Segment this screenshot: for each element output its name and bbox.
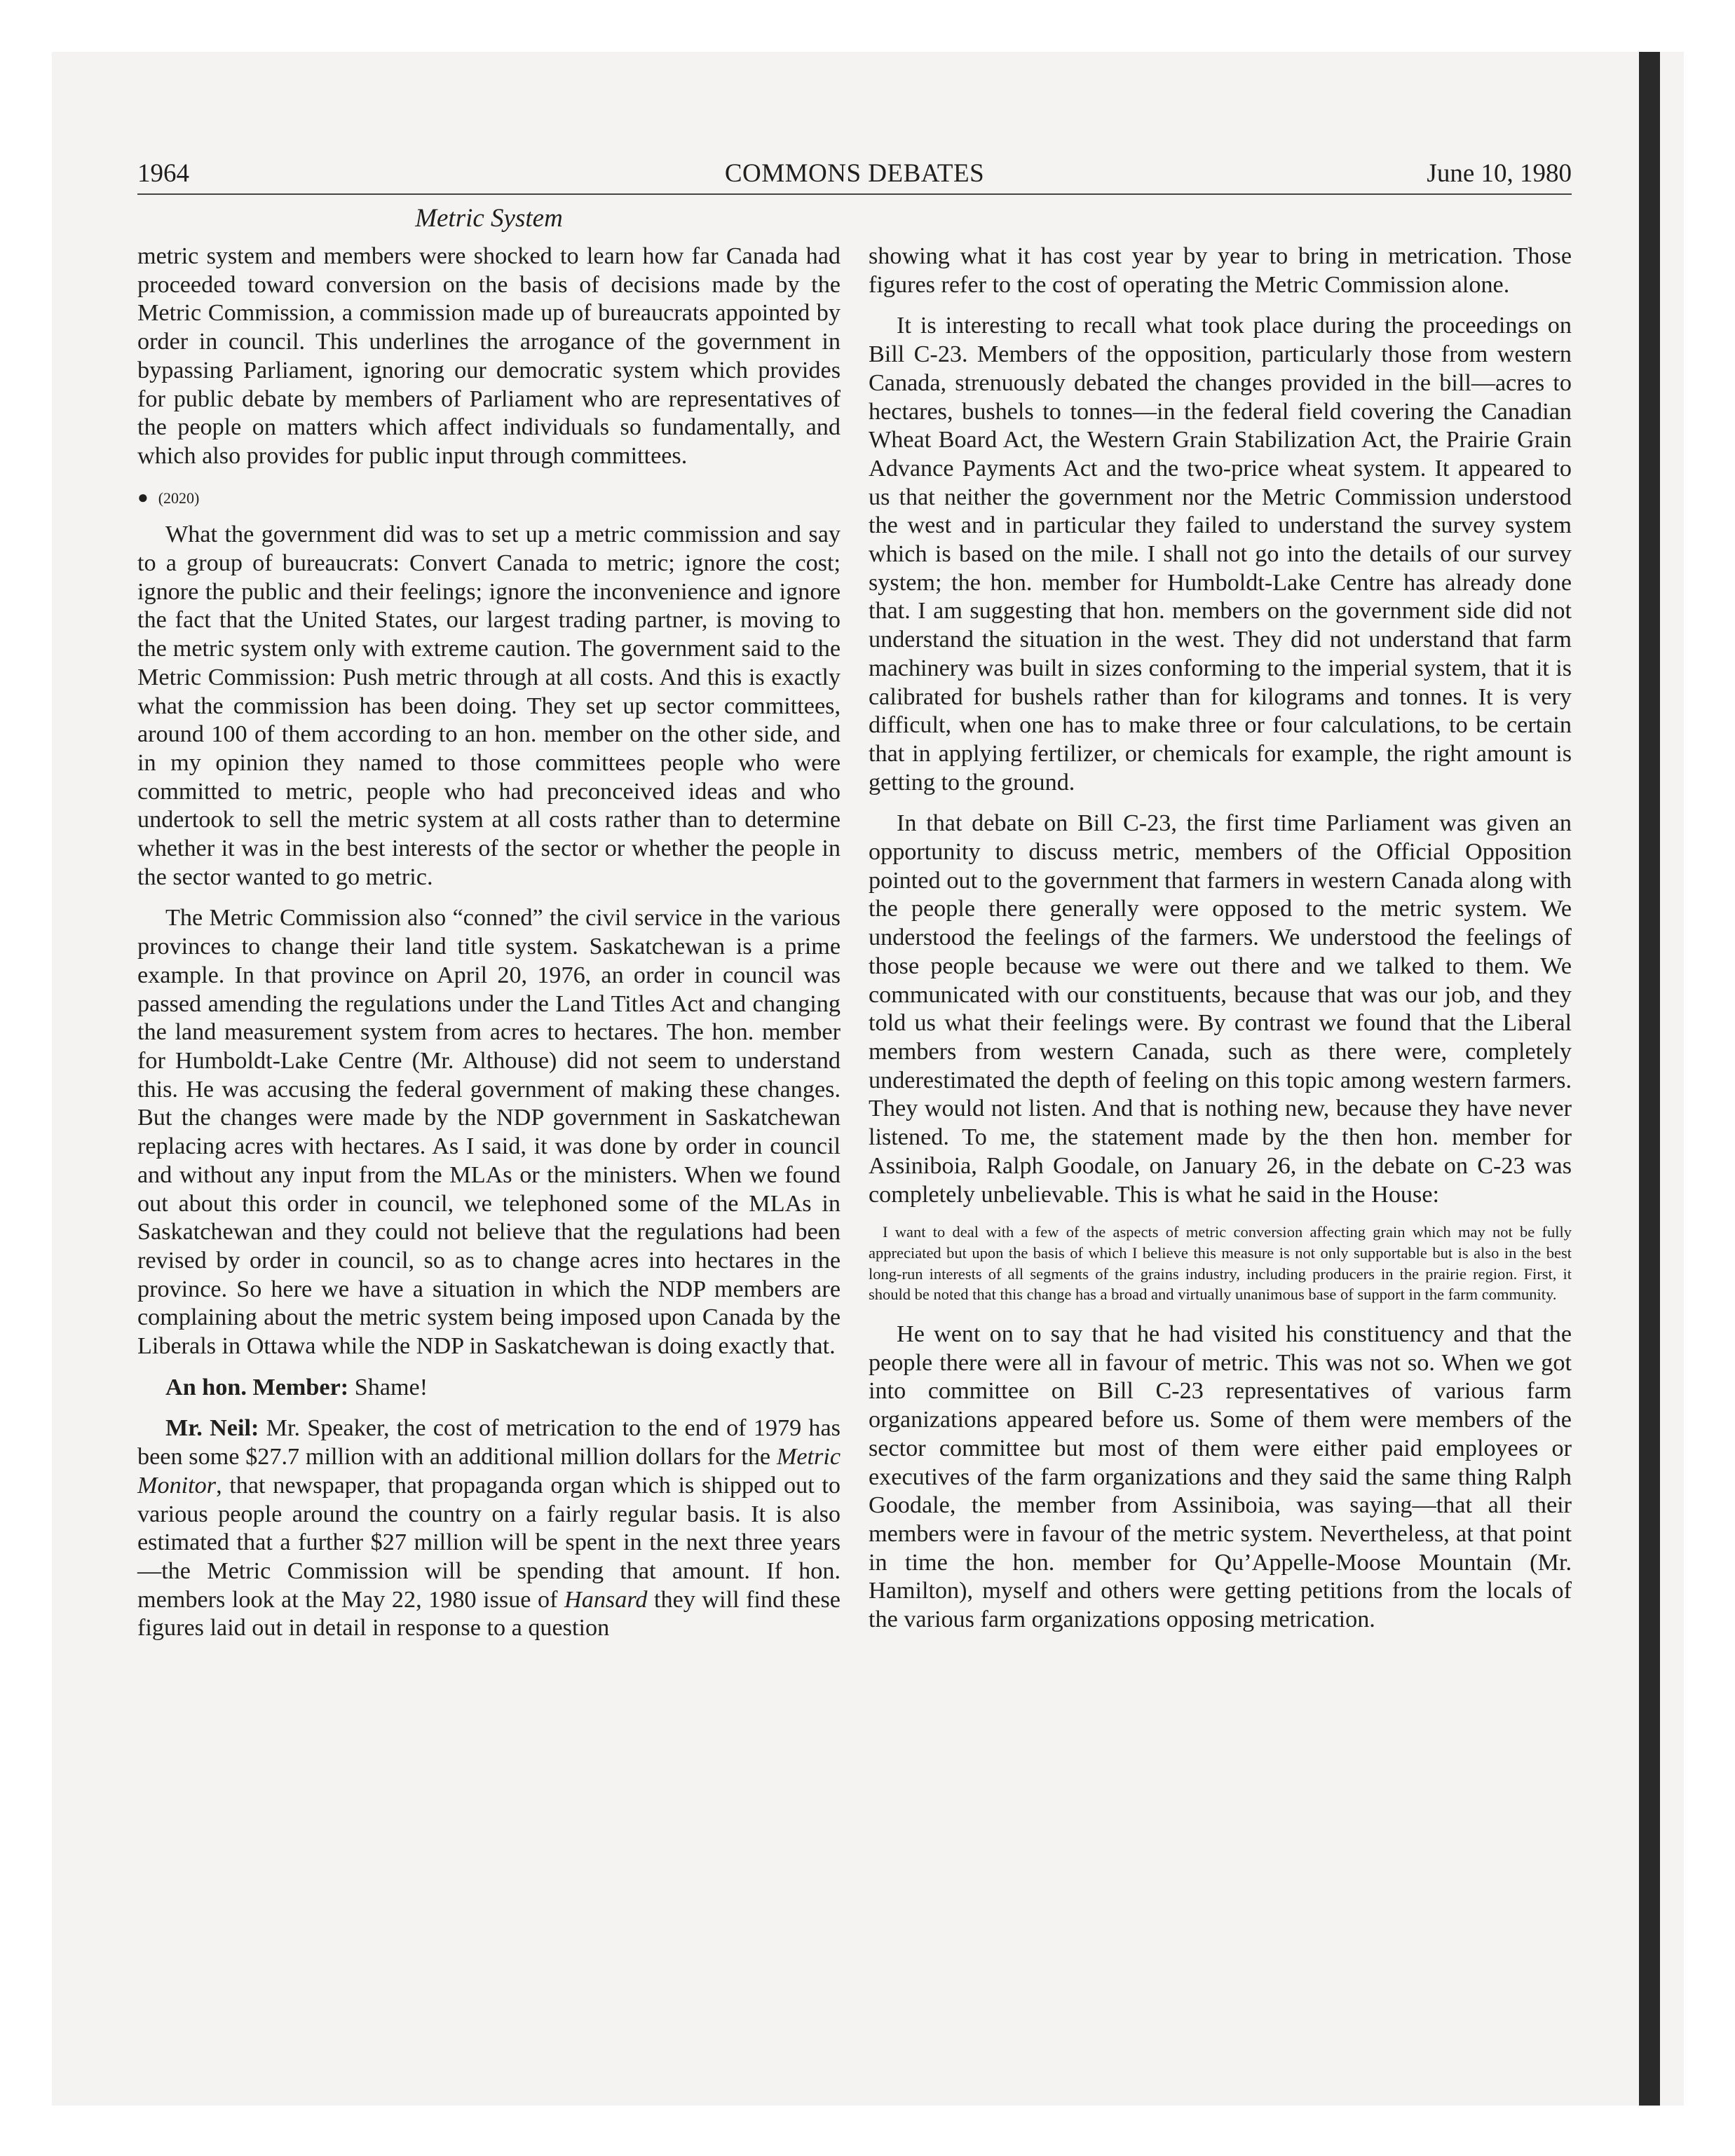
paragraph: The Metric Commission also “conned” the civil service in the various provinces to change their land title system. Saskatchewan is a prime example. In that province on April 20, 1976, an order in council was passed amending the regulations under the Land Titles Act and changing the land measurement system from acres to hectares. The hon. member for Humboldt-Lake Centre (Mr. Althouse) did not seem to understand this. He was accusing the federal government of making these changes. But the changes were made by the NDP government in Saskatchewan replacing acres with hectares. As I said, it was done by order in council and without any input from the MLAs or the ministers. When we found out about this order in council, we telephoned some of the MLAs in Saskatchewan and they could not believe that the regulations had been revised by order in council, so as to change acres into hectares in the province. So here we have a situation in which the NDP members are complaining about the metric system being imposed upon Canada by the Liberals in Ottawa while the NDP in Saskatchewan is doing exactly that. [137,905,841,1360]
left-column [137,243,841,1656]
right-column [869,243,1572,1647]
publication-title: COMMONS DEBATES [724,159,985,188]
publication-name: Hansard [564,1586,648,1613]
binding-edge [1639,52,1660,2106]
speaker-name: Mr. Neil: [165,1415,259,1442]
speaker-name: An hon. Member: [165,1374,349,1400]
speech [137,1414,841,1643]
paragraph: It is interesting to recall what took place during the proceedings on Bill C-23. Members of the opposition, particularly those from western Canada, strenuously debated the changes provided in the bill—acres to hectares, bushels to tonnes—in the federal field covering the Canadian Wheat Board Act, the Western Grain Stabilization Act, the Prairie Grain Advance Payments Act and the two-price wheat system. It appeared to us that neither the government nor the Metric Commission understood the west and in particular they failed to understand the survey system which is based on the mile. I shall not go into the details of our survey system; the hon. member for Humboldt-Lake Centre has already done that. I am suggesting that hon. members on the government side did not understand the situation in the west. They did not understand that farm machinery was built in sizes conforming to the imperial system, that it is calibrated for bushels rather than for kilograms and tonnes. It is very difficult, when one has to make three or four calculations, to be certain that in applying fertilizer, or chemicals for example, the right amount is getting to the ground. [869,313,1572,796]
speech-text: , that newspaper, that propaganda organ which is shipped out to various people around the country on a fairly regular basis. It is also estimated that a further $27 million will be spent in the next three years—the Metric Commission will be spending that amount. If hon. members look at the May 22, 1980 issue of [137,1472,841,1613]
paragraph: He went on to say that he had visited his constituency and that the people there were all in favour of metric. This was not so. When we got into committee on Bill C-23 representatives of various farm organizations appeared before us. Some of them were members of the sector committee but most of them were either paid employees or executives of the farm organizations and they said the same thing Ralph Goodale, the member from Assiniboia, was saying—that all their members were in favour of the metric system. Nevertheless, at that point in time the hon. member for Qu’Appelle-Moose Mountain (Mr. Hamilton), myself and others were getting petitions from the locals of the various farm organizations opposing metrication. [869,1321,1572,1633]
subject-heading: Metric System [415,204,563,233]
speech-text: they will find these figures laid out in detail in response to a question [137,1586,841,1642]
bullet-icon: ● [137,486,149,507]
block-quote: I want to deal with a few of the aspects of metric conversion affecting grain which may not be fully appreciated but upon the basis of which I believe this measure is not only supportable but is also in the best long-run interests of all segments of the grains industry, including producers in the prairie region. First, it should be noted that this change has a broad and virtually unanimous base of support in the farm community. [869,1223,1572,1304]
interjection-text: Shame! [354,1374,428,1400]
page-date: June 10, 1980 [1427,159,1572,188]
page-number: 1964 [137,159,189,188]
publication-name: Metric Monitor [137,1444,841,1499]
interjection [137,1374,841,1403]
time-marker [137,484,841,513]
paragraph: In that debate on Bill C-23, the first time Parliament was given an opportunity to discuss metric, members of the Official Opposition pointed out to the government that farmers in western Canada along with the people there generally were opposed to the metric system. We understood the feelings of the farmers. We understood the feelings of those people because we were out there and we talked to them. We communicated with our constituents, because that was our job, and they told us what their feelings were. By contrast we found that the Liberal members from western Canada, such as there were, completely underestimated the depth of feeling on this topic among western farmers. They would not listen. And that is nothing new, because they have never listened. To me, the statement made by the then hon. member for Assiniboia, Ralph Goodale, on January 26, in the debate on C-23 was completely unbelievable. This is what he said in the House: [869,810,1572,1208]
speech-text: Mr. Speaker, the cost of metrication to the end of 1979 has been some $27.7 million with an additional million dollars for the [137,1415,841,1471]
time-marker-label: (2020) [158,489,200,507]
paragraph: metric system and members were shocked to learn how far Canada had proceeded toward conversion on the basis of decisions made by the Metric Commission, a commission made up of bureaucrats appointed by order in council. This underlines the arrogance of the government in bypassing Parliament, ignoring our democratic system which provides for public debate by members of Parliament who are representatives of the people on matters which affect individuals so fundamentally, and which also provides for public input through committees. [137,243,841,469]
paragraph: What the government did was to set up a metric commission and say to a group of bureaucrats: Convert Canada to metric; ignore the cost; ignore the public and their feelings; ignore the inconvenience and ignore the fact that the United States, our largest trading partner, is moving to the metric system only with extreme caution. The government said to the Metric Commission: Push metric through at all costs. And this is exactly what the commission has been doing. They set up sector committees, around 100 of them according to an hon. member on the other side, and in my opinion they named to those committees people who were committed to metric, people who had preconceived ideas and who undertook to sell the metric system at all costs rather than to determine whether it was in the best interests of the sector or whether the people in the sector wanted to go metric. [137,521,841,890]
page-header [137,154,1572,195]
paragraph: showing what it has cost year by year to bring in metrication. Those figures refer to the cost of operating the Metric Commission alone. [869,243,1572,298]
